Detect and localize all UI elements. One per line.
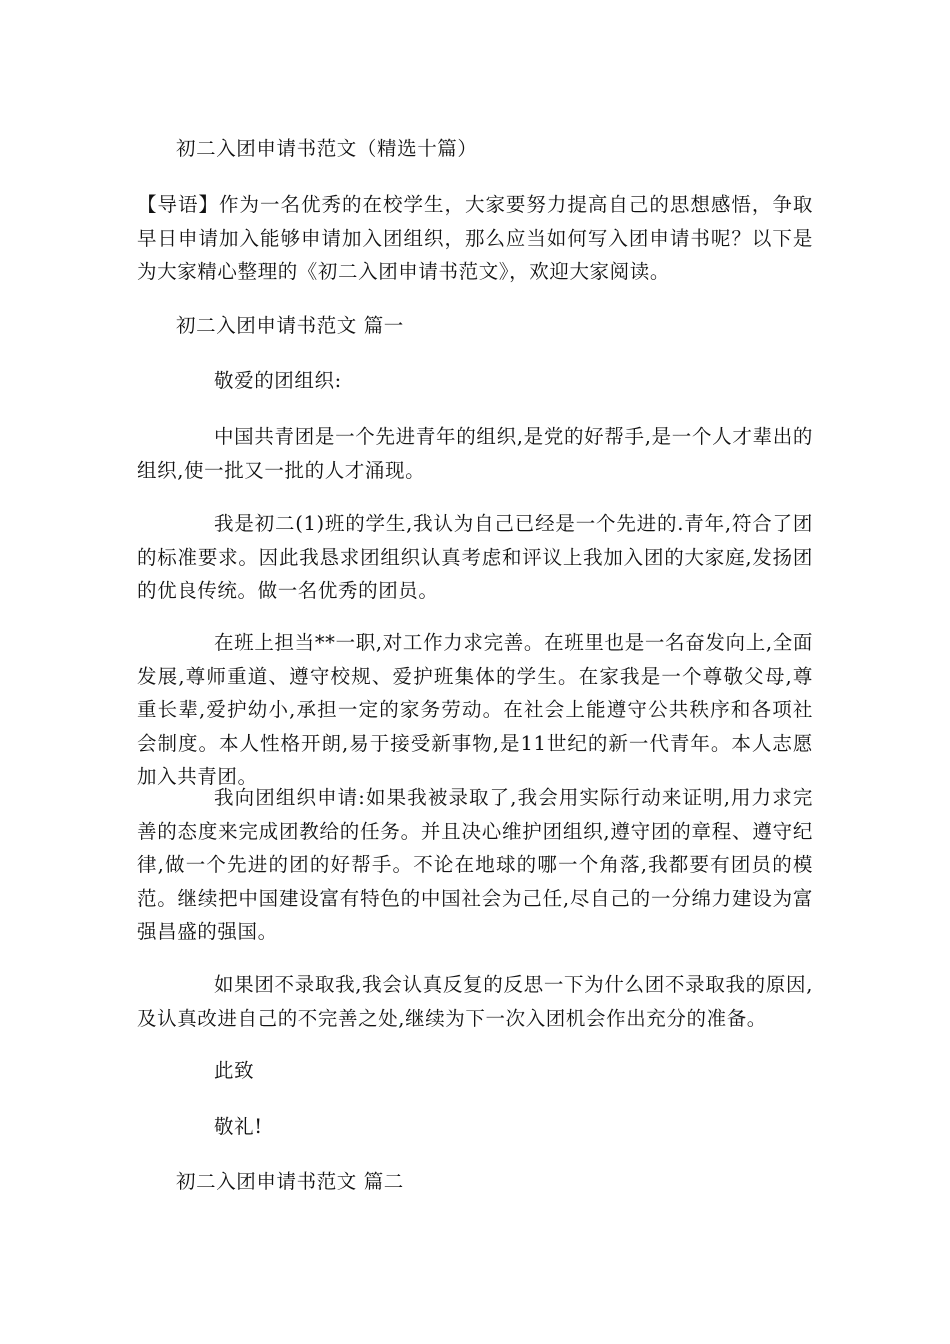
closing-line-2: 敬礼! bbox=[214, 1115, 263, 1138]
body-paragraph-1: 中国共青团是一个先进青年的组织,是党的好帮手,是一个人才辈出的组织,使一批又一批的人才涌现。 bbox=[137, 425, 813, 482]
intro-paragraph: 【导语】作为一名优秀的在校学生，大家要努力提高自己的思想感悟，争取早日申请加入能够申请加入团组织，那么应当如何写入团申请书呢？以下是为大家精心整理的《初二入团申请书范文》，欢迎大家阅读。 bbox=[137, 193, 813, 283]
section-one-heading: 初二入团申请书范文 篇一 bbox=[176, 314, 404, 337]
section-two-heading: 初二入团申请书范文 篇二 bbox=[176, 1170, 404, 1193]
body-paragraph-4: 我向团组织申请:如果我被录取了,我会用实际行动来证明,用力求完善的态度来完成团教给的任务。并且决心维护团组织,遵守团的章程、遵守纪律,做一个先进的团的好帮手。不论在地球的哪一个角落,我都要有团员的模范。继续把中国建设富有特色的中国社会为己任,尽自己的一分绵力建设为富强昌盛的强国。 bbox=[137, 786, 813, 943]
closing-line-1: 此致 bbox=[214, 1059, 255, 1082]
document-title: 初二入团申请书范文（精选十篇） bbox=[176, 137, 478, 160]
body-paragraph-5: 如果团不录取我,我会认真反复的反思一下为什么团不录取我的原因,及认真改进自己的不完善之处,继续为下一次入团机会作出充分的准备。 bbox=[137, 973, 813, 1030]
body-paragraph-3: 在班上担当**一职,对工作力求完善。在班里也是一名奋发向上,全面发展,尊师重道、遵守校规、爱护班集体的学生。在家我是一个尊敬父母,尊重长辈,爱护幼小,承担一定的家务劳动。在社会上能遵守公共秩序和各项社会制度。本人性格开朗,易于接受新事物,是11世纪的新一代青年。本人志愿加入共青团。 bbox=[137, 631, 813, 788]
salutation: 敬爱的团组织: bbox=[214, 369, 342, 392]
body-paragraph-2: 我是初二(1)班的学生,我认为自己已经是一个先进的.青年,符合了团的标准要求。因此我恳求团组织认真考虑和评议上我加入团的大家庭,发扬团的优良传统。做一名优秀的团员。 bbox=[137, 512, 813, 602]
